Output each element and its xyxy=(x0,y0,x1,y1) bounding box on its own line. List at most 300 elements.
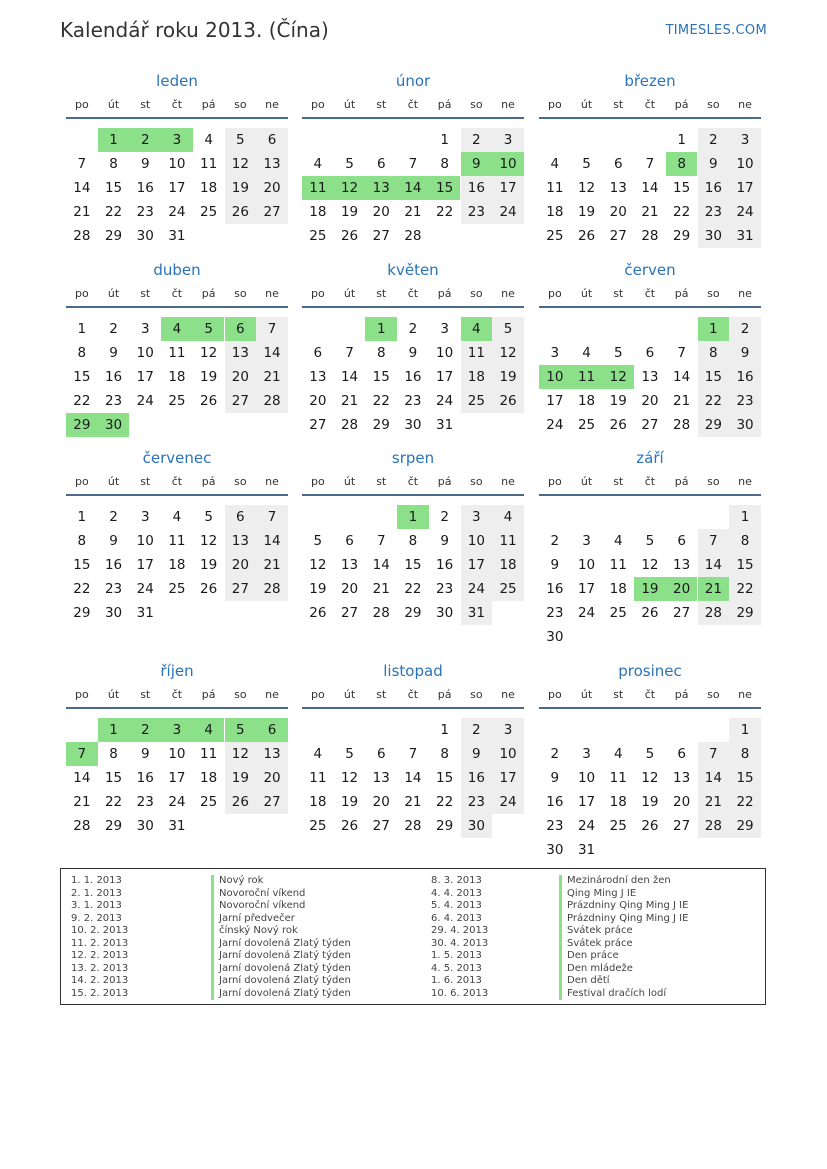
weekday-header: ne xyxy=(738,98,752,111)
day-cell: 23 xyxy=(698,200,730,224)
day-cell: 30 xyxy=(104,605,123,621)
weekday-header: po xyxy=(74,475,89,488)
day-cell: 10 xyxy=(492,152,524,176)
day-cell: 3 xyxy=(440,321,449,337)
day-cell: 24 xyxy=(492,790,524,814)
day-cell: 12 xyxy=(641,557,659,573)
day-cell: 20 xyxy=(666,577,698,601)
weekday-header: út xyxy=(107,98,120,111)
day-cell: 16 xyxy=(104,369,123,385)
legend-date: 14. 2. 2013 xyxy=(71,975,129,986)
day-cell: 3 xyxy=(550,345,560,361)
day-cell: 11 xyxy=(168,533,186,549)
day-cell: 26 xyxy=(609,417,627,433)
day-cell: 17 xyxy=(136,369,154,385)
day-cell: 6 xyxy=(376,746,386,762)
day-cell: 10 xyxy=(136,533,154,549)
day-cell: 21 xyxy=(698,790,730,814)
day-cell: 9 xyxy=(109,345,118,361)
legend-date: 10. 2. 2013 xyxy=(71,925,129,936)
weekday-header: ne xyxy=(501,287,515,300)
day-cell: 29 xyxy=(698,413,730,437)
day-cell: 3 xyxy=(492,718,524,742)
day-cell: 1 xyxy=(440,132,449,148)
day-cell: 11 xyxy=(609,770,627,786)
day-cell: 3 xyxy=(161,718,193,742)
day-cell: 26 xyxy=(225,200,257,224)
day-cell: 17 xyxy=(577,581,596,597)
weekday-header: út xyxy=(107,688,120,701)
day-cell: 6 xyxy=(677,746,686,762)
day-cell: 17 xyxy=(168,180,186,196)
weekday-header: st xyxy=(376,98,387,111)
day-cell: 7 xyxy=(698,742,730,766)
legend-holiday-name: čínský Nový rok xyxy=(219,925,298,936)
day-cell: 3 xyxy=(461,505,493,529)
day-cell: 14 xyxy=(256,529,288,553)
day-cell: 27 xyxy=(372,228,390,244)
day-cell: 2 xyxy=(461,128,493,152)
day-cell: 27 xyxy=(641,417,659,433)
day-cell: 20 xyxy=(641,393,659,409)
day-cell: 22 xyxy=(104,204,123,220)
day-cell: 11 xyxy=(609,557,627,573)
day-cell: 8 xyxy=(698,341,730,365)
day-cell: 4 xyxy=(613,746,623,762)
month-name: únor xyxy=(395,72,431,90)
day-cell: 4 xyxy=(193,718,225,742)
day-cell: 3 xyxy=(492,128,524,152)
day-cell: 13 xyxy=(641,369,659,385)
day-cell: 12 xyxy=(492,341,524,365)
weekday-header: pá xyxy=(437,287,452,300)
day-cell: 17 xyxy=(546,393,564,409)
day-cell: 28 xyxy=(73,818,91,834)
header-rule xyxy=(302,306,524,308)
day-cell: 11 xyxy=(492,529,524,553)
weekday-header: st xyxy=(376,475,387,488)
day-cell: 5 xyxy=(193,317,225,341)
day-cell: 1 xyxy=(77,321,87,337)
day-cell: 18 xyxy=(577,393,596,409)
day-cell: 26 xyxy=(200,581,218,597)
day-cell: 9 xyxy=(440,533,449,549)
day-cell: 24 xyxy=(436,393,454,409)
legend-right-names xyxy=(559,875,688,1000)
legend-date: 1. 5. 2013 xyxy=(431,950,482,961)
day-cell: 2 xyxy=(408,321,418,337)
day-cell: 19 xyxy=(641,794,659,810)
weekday-header: so xyxy=(707,688,720,701)
day-cell: 30 xyxy=(729,413,761,437)
day-cell: 2 xyxy=(129,128,161,152)
legend-holiday-name: Festival dračích lodí xyxy=(567,987,667,999)
legend-date: 1. 1. 2013 xyxy=(71,875,122,886)
day-cell: 13 xyxy=(340,557,359,573)
day-cell: 9 xyxy=(550,557,560,573)
weekday-header: ne xyxy=(501,475,515,488)
day-cell: 27 xyxy=(609,228,627,244)
day-cell: 25 xyxy=(546,228,564,244)
day-cell: 26 xyxy=(225,790,257,814)
day-cell: 17 xyxy=(168,770,186,786)
day-cell: 21 xyxy=(673,393,691,409)
legend-date: 4. 4. 2013 xyxy=(431,887,482,899)
day-cell: 20 xyxy=(225,365,257,389)
weekday-header: so xyxy=(234,688,247,701)
day-cell: 4 xyxy=(204,132,213,148)
weekday-header: ne xyxy=(265,688,279,701)
day-cell: 21 xyxy=(256,365,288,389)
day-cell: 10 xyxy=(577,557,596,573)
legend-holiday-name: Jarní dovolená Zlatý týden xyxy=(219,962,351,974)
day-cell: 19 xyxy=(200,557,218,573)
day-cell: 14 xyxy=(340,369,359,385)
day-cell: 18 xyxy=(309,794,327,810)
day-cell: 6 xyxy=(225,317,257,341)
legend-holiday-name: Jarní dovolená Zlatý týden xyxy=(219,975,351,986)
day-cell: 29 xyxy=(729,814,761,838)
legend-holiday-name: Prázdniny Qing Ming J IE xyxy=(567,912,689,924)
legend-date: 9. 2. 2013 xyxy=(71,912,122,924)
day-cell: 18 xyxy=(492,553,524,577)
day-cell: 11 xyxy=(302,176,334,200)
legend-date: 4. 5. 2013 xyxy=(431,962,482,974)
day-cell: 17 xyxy=(492,176,524,200)
day-cell: 9 xyxy=(729,341,761,365)
header-rule xyxy=(66,117,288,119)
weekday-header: pá xyxy=(674,688,689,701)
weekday-header: pá xyxy=(201,688,216,701)
day-cell: 24 xyxy=(729,200,761,224)
legend-date: 30. 4. 2013 xyxy=(431,937,489,949)
day-cell: 21 xyxy=(641,204,659,220)
day-cell: 15 xyxy=(698,365,730,389)
day-cell: 23 xyxy=(104,581,123,597)
day-cell: 10 xyxy=(577,770,596,786)
day-cell: 14 xyxy=(698,553,730,577)
day-cell: 4 xyxy=(461,317,493,341)
day-cell: 28 xyxy=(673,417,691,433)
day-cell: 8 xyxy=(729,742,761,766)
legend-date: 6. 4. 2013 xyxy=(431,912,482,924)
legend-date: 3. 1. 2013 xyxy=(71,900,122,911)
day-cell: 23 xyxy=(436,581,454,597)
day-cell: 13 xyxy=(256,742,288,766)
weekday-header: so xyxy=(470,287,483,300)
day-cell: 10 xyxy=(168,156,186,172)
day-cell: 15 xyxy=(372,369,390,385)
legend-holiday-name: Novoroční víkend xyxy=(219,887,306,899)
day-cell: 23 xyxy=(461,200,493,224)
legend-holiday-name: Novoroční víkend xyxy=(219,900,306,911)
day-cell: 23 xyxy=(461,790,493,814)
header-rule xyxy=(539,707,761,709)
weekday-header: út xyxy=(580,287,593,300)
day-cell: 1 xyxy=(729,718,761,742)
day-cell: 31 xyxy=(436,417,454,433)
day-cell: 19 xyxy=(634,577,666,601)
day-cell: 5 xyxy=(345,746,354,762)
day-cell: 2 xyxy=(461,718,493,742)
legend-date: 29. 4. 2013 xyxy=(431,925,489,936)
weekday-header: čt xyxy=(171,475,183,488)
day-cell: 13 xyxy=(225,341,257,365)
day-cell: 16 xyxy=(729,365,761,389)
day-cell: 6 xyxy=(256,128,288,152)
brand-link[interactable]: TIMESLES.COM xyxy=(665,23,767,38)
day-cell: 26 xyxy=(492,389,524,413)
day-cell: 12 xyxy=(641,770,659,786)
day-cell: 14 xyxy=(397,176,429,200)
day-cell: 28 xyxy=(256,577,288,601)
day-cell: 10 xyxy=(729,152,761,176)
day-cell: 23 xyxy=(104,393,123,409)
day-cell: 11 xyxy=(200,746,218,762)
weekday-header: st xyxy=(613,287,624,300)
day-cell: 3 xyxy=(582,746,591,762)
day-cell: 31 xyxy=(168,818,186,834)
day-cell: 3 xyxy=(582,533,591,549)
legend-holiday-name: Svátek práce xyxy=(567,925,633,936)
day-cell: 25 xyxy=(309,818,327,834)
day-cell: 1 xyxy=(77,509,87,525)
legend-holiday-name: Jarní dovolená Zlatý týden xyxy=(219,950,351,961)
weekday-header: pá xyxy=(437,98,452,111)
day-cell: 21 xyxy=(372,581,390,597)
weekday-header: pá xyxy=(201,287,216,300)
header-rule xyxy=(539,306,761,308)
weekday-header: po xyxy=(310,98,325,111)
day-cell: 6 xyxy=(256,718,288,742)
header-rule xyxy=(302,494,524,496)
day-cell: 4 xyxy=(313,156,323,172)
weekday-header: so xyxy=(234,287,247,300)
weekday-header: ne xyxy=(738,287,752,300)
day-cell: 8 xyxy=(440,156,449,172)
day-cell: 25 xyxy=(168,581,186,597)
day-cell: 21 xyxy=(404,204,422,220)
day-cell: 22 xyxy=(698,389,730,413)
day-cell: 25 xyxy=(609,818,627,834)
day-cell: 29 xyxy=(729,601,761,625)
legend-left-names xyxy=(211,875,351,1000)
day-cell: 15 xyxy=(436,770,454,786)
day-cell: 20 xyxy=(256,176,288,200)
day-cell: 14 xyxy=(372,557,390,573)
day-cell: 4 xyxy=(313,746,323,762)
day-cell: 20 xyxy=(225,553,257,577)
day-cell: 16 xyxy=(461,176,493,200)
day-cell: 12 xyxy=(225,152,257,176)
weekday-header: st xyxy=(140,287,151,300)
day-cell: 28 xyxy=(404,228,422,244)
day-cell: 19 xyxy=(609,393,627,409)
day-cell: 28 xyxy=(340,417,359,433)
day-cell: 27 xyxy=(673,605,691,621)
day-cell: 30 xyxy=(698,224,730,248)
day-cell: 7 xyxy=(376,533,386,549)
day-cell: 31 xyxy=(461,601,493,625)
month-name: březen xyxy=(624,72,676,90)
day-cell: 12 xyxy=(340,770,359,786)
day-cell: 5 xyxy=(225,718,257,742)
day-cell: 2 xyxy=(698,128,730,152)
day-cell: 21 xyxy=(256,553,288,577)
day-cell: 24 xyxy=(136,393,154,409)
day-cell: 20 xyxy=(340,581,359,597)
month-name: srpen xyxy=(391,449,435,467)
header-rule xyxy=(66,707,288,709)
weekday-header: ne xyxy=(265,98,279,111)
legend-date: 12. 2. 2013 xyxy=(71,950,129,961)
day-cell: 31 xyxy=(168,228,186,244)
day-cell: 25 xyxy=(309,228,327,244)
day-cell: 27 xyxy=(256,200,288,224)
header-rule xyxy=(66,494,288,496)
day-cell: 19 xyxy=(309,581,327,597)
weekday-header: út xyxy=(343,475,356,488)
weekday-header: po xyxy=(310,475,325,488)
day-cell: 12 xyxy=(225,742,257,766)
day-cell: 9 xyxy=(698,152,730,176)
holiday-legend xyxy=(60,868,766,1005)
day-cell: 20 xyxy=(372,204,390,220)
legend-holiday-name: Jarní dovolená Zlatý týden xyxy=(219,937,351,949)
weekday-header: ne xyxy=(501,688,515,701)
day-cell: 6 xyxy=(613,156,623,172)
day-cell: 25 xyxy=(577,417,596,433)
day-cell: 9 xyxy=(408,345,418,361)
day-cell: 8 xyxy=(408,533,418,549)
weekday-header: po xyxy=(547,475,562,488)
day-cell: 18 xyxy=(168,557,186,573)
legend-holiday-name: Den dětí xyxy=(567,975,610,986)
day-cell: 7 xyxy=(408,156,418,172)
weekday-header: st xyxy=(140,475,151,488)
weekday-header: pá xyxy=(674,98,689,111)
day-cell: 29 xyxy=(436,818,454,834)
day-cell: 13 xyxy=(309,369,327,385)
month-name: červen xyxy=(624,261,676,279)
day-cell: 8 xyxy=(109,156,118,172)
day-cell: 23 xyxy=(136,204,154,220)
day-cell: 24 xyxy=(577,605,596,621)
day-cell: 15 xyxy=(104,770,123,786)
weekday-header: út xyxy=(580,688,593,701)
legend-date: 10. 6. 2013 xyxy=(431,987,489,999)
day-cell: 6 xyxy=(225,505,257,529)
day-cell: 27 xyxy=(225,577,257,601)
day-cell: 21 xyxy=(404,794,422,810)
day-cell: 19 xyxy=(200,369,218,385)
day-cell: 22 xyxy=(673,204,691,220)
month-name: leden xyxy=(156,72,198,90)
day-cell: 4 xyxy=(161,317,193,341)
day-cell: 6 xyxy=(645,345,655,361)
day-cell: 16 xyxy=(136,180,154,196)
day-cell: 6 xyxy=(376,156,386,172)
month-name: květen xyxy=(387,261,439,279)
day-cell: 5 xyxy=(645,746,655,762)
day-cell: 7 xyxy=(698,529,730,553)
day-cell: 17 xyxy=(136,557,154,573)
legend-holiday-name: Mezinárodní den žen xyxy=(567,875,671,886)
legend-holiday-name: Den mládeže xyxy=(567,962,633,974)
day-cell: 31 xyxy=(136,605,154,621)
legend-date: 2. 1. 2013 xyxy=(71,887,122,899)
day-cell: 29 xyxy=(404,605,422,621)
day-cell: 11 xyxy=(546,180,564,196)
day-cell: 10 xyxy=(461,529,493,553)
day-cell: 10 xyxy=(136,345,154,361)
legend-holiday-name: Den práce xyxy=(567,950,619,961)
day-cell: 9 xyxy=(140,156,150,172)
day-cell: 29 xyxy=(66,413,98,437)
weekday-header: st xyxy=(613,688,624,701)
day-cell: 7 xyxy=(256,505,288,529)
day-cell: 28 xyxy=(641,228,659,244)
legend-holiday-name: Qing Ming J IE xyxy=(567,887,637,899)
day-cell: 16 xyxy=(461,766,493,790)
weekday-header: pá xyxy=(201,98,216,111)
day-cell: 1 xyxy=(729,505,761,529)
day-cell: 27 xyxy=(225,389,257,413)
day-cell: 27 xyxy=(372,818,390,834)
day-cell: 15 xyxy=(73,557,91,573)
day-cell: 21 xyxy=(73,794,91,810)
legend-holiday-name: Jarní předvečer xyxy=(219,912,295,924)
day-cell: 22 xyxy=(436,204,454,220)
day-cell: 20 xyxy=(309,393,327,409)
weekday-header: ne xyxy=(738,475,752,488)
day-cell: 25 xyxy=(609,605,627,621)
day-cell: 1 xyxy=(98,718,130,742)
day-cell: 7 xyxy=(66,742,98,766)
day-cell: 8 xyxy=(77,533,87,549)
day-cell: 23 xyxy=(546,605,564,621)
day-cell: 13 xyxy=(673,557,691,573)
day-cell: 19 xyxy=(340,794,359,810)
weekday-header: čt xyxy=(644,287,656,300)
day-cell: 25 xyxy=(492,577,524,601)
day-cell: 2 xyxy=(440,509,449,525)
day-cell: 15 xyxy=(429,176,461,200)
weekday-header: út xyxy=(580,475,593,488)
day-cell: 8 xyxy=(376,345,386,361)
day-cell: 18 xyxy=(609,581,627,597)
legend-holiday-name: Jarní dovolená Zlatý týden xyxy=(219,987,351,999)
day-cell: 24 xyxy=(168,794,186,810)
weekday-header: po xyxy=(74,98,89,111)
day-cell: 1 xyxy=(440,722,449,738)
day-cell: 20 xyxy=(256,766,288,790)
weekday-header: po xyxy=(310,688,325,701)
day-cell: 24 xyxy=(546,417,564,433)
month-name: duben xyxy=(153,261,201,279)
day-cell: 9 xyxy=(109,533,118,549)
day-cell: 7 xyxy=(645,156,655,172)
day-cell: 18 xyxy=(546,204,564,220)
day-cell: 1 xyxy=(397,505,429,529)
day-cell: 22 xyxy=(104,794,123,810)
weekday-header: po xyxy=(547,98,562,111)
day-cell: 28 xyxy=(404,818,422,834)
day-cell: 3 xyxy=(140,509,150,525)
day-cell: 7 xyxy=(256,317,288,341)
day-cell: 16 xyxy=(546,581,564,597)
day-cell: 23 xyxy=(404,393,422,409)
